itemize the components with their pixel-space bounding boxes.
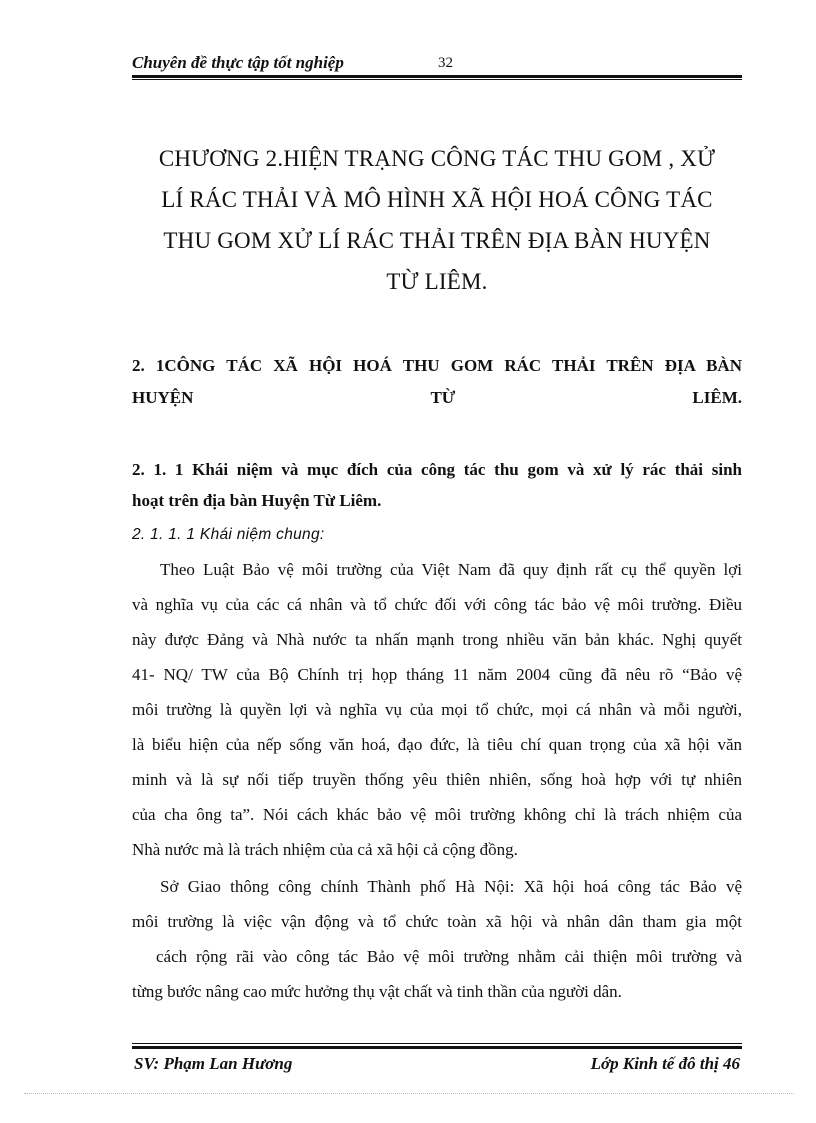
page-bottom-dotted-border: [24, 1093, 794, 1094]
header-rule-thick: [132, 75, 742, 78]
footer-student-name: SV: Phạm Lan Hương: [134, 1054, 293, 1073]
section-heading-word: LIÊM.: [692, 388, 742, 407]
header-rule-thin: [132, 79, 742, 80]
header-title: Chuyên đề thực tập tốt nghiệp: [132, 53, 344, 72]
paragraph-line: từng bước nâng cao mức hưởng thụ vật chất và tinh thần của người dân.: [132, 982, 622, 1001]
chapter-title-line: TỪ LIÊM.: [386, 269, 488, 294]
paragraph-line: này được Đảng và Nhà nước ta nhấn mạnh trong nhiều văn bản khác. Nghị quyết: [132, 630, 742, 649]
paragraph-line: Nhà nước mà là trách nhiệm của cả xã hội cả cộng đồng.: [132, 840, 518, 859]
section-heading-word: HUYỆN: [132, 388, 194, 407]
section-heading-2-1-1: [132, 454, 742, 516]
section-heading-line: [132, 382, 742, 414]
subsection-heading-line: 2. 1. 1 Khái niệm và mục đích của công tác thu gom và xử lý rác thải sinh: [132, 460, 742, 479]
paragraph-line: cách rộng rãi vào công tác Bảo vệ môi trường nhằm cải thiện môi trường và: [156, 947, 742, 966]
section-heading-line: 2. 1CÔNG TÁC XÃ HỘI HOÁ THU GOM RÁC THẢI TRÊN ĐỊA BÀN: [132, 356, 742, 375]
paragraph-line: 41- NQ/ TW của Bộ Chính trị họp tháng 11 năm 2004 cũng đã nêu rõ “Bảo vệ: [132, 665, 742, 684]
chapter-title: [132, 138, 742, 302]
paragraph-line: minh và là sự nối tiếp truyền thống yêu thiên nhiên, sống hoà hợp với tự nhiên: [132, 770, 742, 789]
footer-class-name: Lớp Kinh tế đô thị 46: [590, 1054, 740, 1073]
footer-rule-thick: [132, 1046, 742, 1049]
section-heading-word: TỪ: [430, 388, 456, 407]
paragraph-line: Sở Giao thông công chính Thành phố Hà Nội: Xã hội hoá công tác Bảo vệ: [160, 877, 742, 896]
page-header: [132, 52, 742, 76]
paragraph-line: Theo Luật Bảo vệ môi trường của Việt Nam đã quy định rất cụ thể quyền lợi: [160, 560, 742, 579]
paragraph-line: của cha ông ta”. Nói cách khác bảo vệ môi trường không chỉ là trách nhiệm của: [132, 805, 742, 824]
footer-rule-thin: [132, 1043, 742, 1044]
section-heading-2-1-1-1: 2. 1. 1. 1 Khái niệm chung:: [132, 526, 325, 543]
paragraph-line: và nghĩa vụ của các cá nhân và tổ chức đối với công tác bảo vệ môi trường. Điều: [132, 595, 742, 614]
section-heading-2-1: [132, 350, 742, 414]
paragraph-line: là biểu hiện của nếp sống văn hoá, đạo đức, là tiêu chí quan trọng của xã hội văn: [132, 735, 742, 754]
chapter-title-line: THU GOM XỬ LÍ RÁC THẢI TRÊN ĐỊA BÀN HUYỆN: [163, 228, 711, 253]
paragraph-line: môi trường là quyền lợi và nghĩa vụ của mọi tổ chức, mọi cá nhân và mỗi người,: [132, 700, 742, 719]
page-number: 32: [438, 55, 453, 71]
paragraph-line: môi trường là việc vận động và tổ chức toàn xã hội và nhân dân tham gia một: [132, 912, 742, 931]
chapter-title-line: CHƯƠNG 2.HIỆN TRẠNG CÔNG TÁC THU GOM , XỬ: [158, 146, 716, 171]
chapter-title-line: LÍ RÁC THẢI VÀ MÔ HÌNH XÃ HỘI HOÁ CÔNG TÁC: [161, 187, 713, 212]
subsection-heading-line: hoạt trên địa bàn Huyện Từ Liêm.: [132, 491, 382, 510]
